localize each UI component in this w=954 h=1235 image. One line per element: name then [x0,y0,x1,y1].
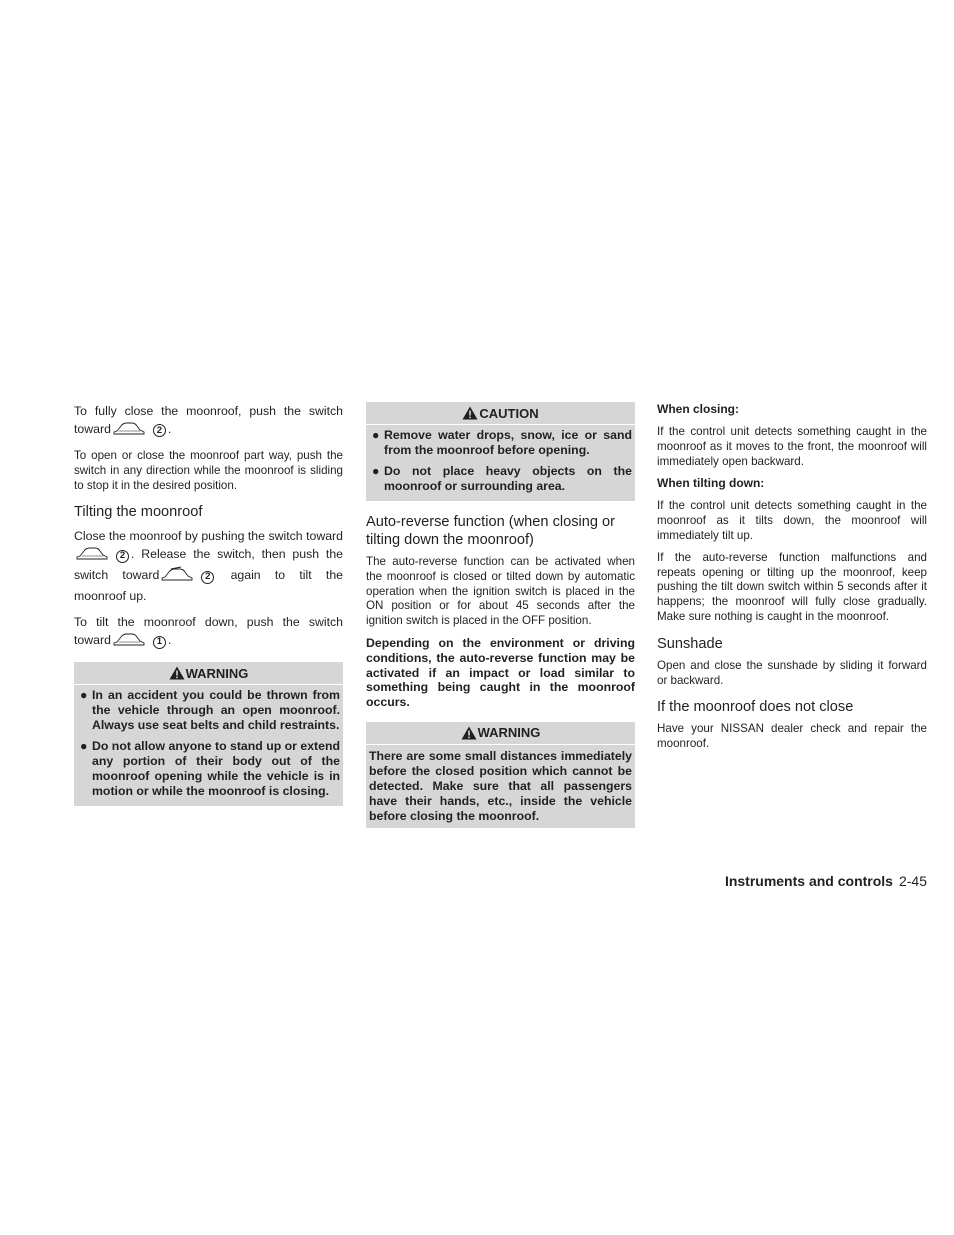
page-footer [600,872,927,890]
list-item: ● Remove water drops, snow, ice or sand from the moonroof before opening. [372,428,632,457]
car-roof-tilt-icon [161,566,193,587]
paragraph-not-close: Have your NISSAN dealer check and repair the moonroof. [657,722,927,751]
circled-number: 2 [201,571,214,584]
paragraph-tilting: If the control unit detects something caught in the moonroof as it tilts down, the moonroof will immediately tilt up. [657,499,927,542]
circled-number: 2 [116,550,129,563]
caution-box [366,402,635,501]
paragraph-tilt-down: To tilt the moonroof down, push the switch toward 1 . [74,613,343,652]
page-number: 2-45 [898,873,927,889]
warning-text: There are some small distances immediately before the closed position which cannot be detected. Make sure that all passengers have their hands, etc., inside the vehicle before closing the moonroof. [369,748,632,823]
column-left [74,402,343,814]
caution-title: CAUTION [366,402,635,425]
circled-number: 2 [153,424,166,437]
footer-section-title: Instruments and controls [724,873,893,889]
paragraph-auto-reverse-bold: Depending on the environment or driving conditions, the auto-reverse function may be activated if an impact or load similar to something being caught in the moonroof occurs. [366,635,635,710]
warning-title: WARNING [74,662,343,685]
heading-auto-reverse: Auto-reverse function (when closing or tilting down the moonroof) [366,514,616,548]
heading-sunshade: Sunshade [657,635,723,652]
paragraph-fully-close: To fully close the moonroof, push the switch toward 2 . [74,402,343,441]
warning-title: WARNING [366,722,635,745]
paragraph-closing: If the control unit detects something caught in the moonroof as it moves to the front, the moonroof will immediately open backward. [657,425,927,468]
list-item: ● Do not place heavy objects on the moonroof or surrounding area. [372,464,632,493]
warning-triangle-icon [461,726,477,740]
paragraph-sunshade: Open and close the sunshade by sliding it forward or backward. [657,658,927,687]
subheading-tilting: When tilting down: [657,476,765,491]
car-roof-icon [113,420,145,441]
warning-list [77,688,340,799]
list-item: ● Do not allow anyone to stand up or extend any portion of their body out of the moonroof opening while the vehicle is in motion or while the moonroof is closing. [80,739,340,799]
warning-box [366,722,635,828]
warning-box [74,662,343,806]
paragraph-auto-reverse: The auto-reverse function can be activated when the moonroof is closed or tilted down by automatic operation when the ignition switch is placed in the ON position or for about 45 seconds after the ignition switch is placed in the OFF position. [366,555,635,628]
car-roof-icon [76,545,108,566]
car-roof-icon [113,631,145,652]
paragraph-malfunction: If the auto-reverse function malfunctions and repeats opening or tilting up the moonroof, keep pushing the tilt down switch within 5 seconds after it happens; the moonroof will fully close gradually. Make sure nothing is caught in the moonroof. [657,550,927,623]
warning-triangle-icon [462,406,478,420]
heading-tilting: Tilting the moonroof [74,504,203,521]
column-middle [366,402,635,836]
subheading-closing: When closing: [657,402,739,416]
paragraph-part-way: To open or close the moonroof part way, push the switch in any direction while the moonroof is sliding to stop it in the desired position. [74,449,343,492]
column-right [657,402,927,759]
caution-list [369,428,632,494]
paragraph-tilt-up: Close the moonroof by pushing the switch toward2 . Release the switch, then push the switch toward 2 again to tilt the moonroof up. [74,529,344,604]
list-item: ● In an accident you could be thrown from the vehicle through an open moonroof. Always use seat belts and child restraints. [80,688,340,733]
warning-triangle-icon [169,666,185,680]
circled-number: 1 [153,636,166,649]
heading-not-close: If the moonroof does not close [657,699,854,716]
